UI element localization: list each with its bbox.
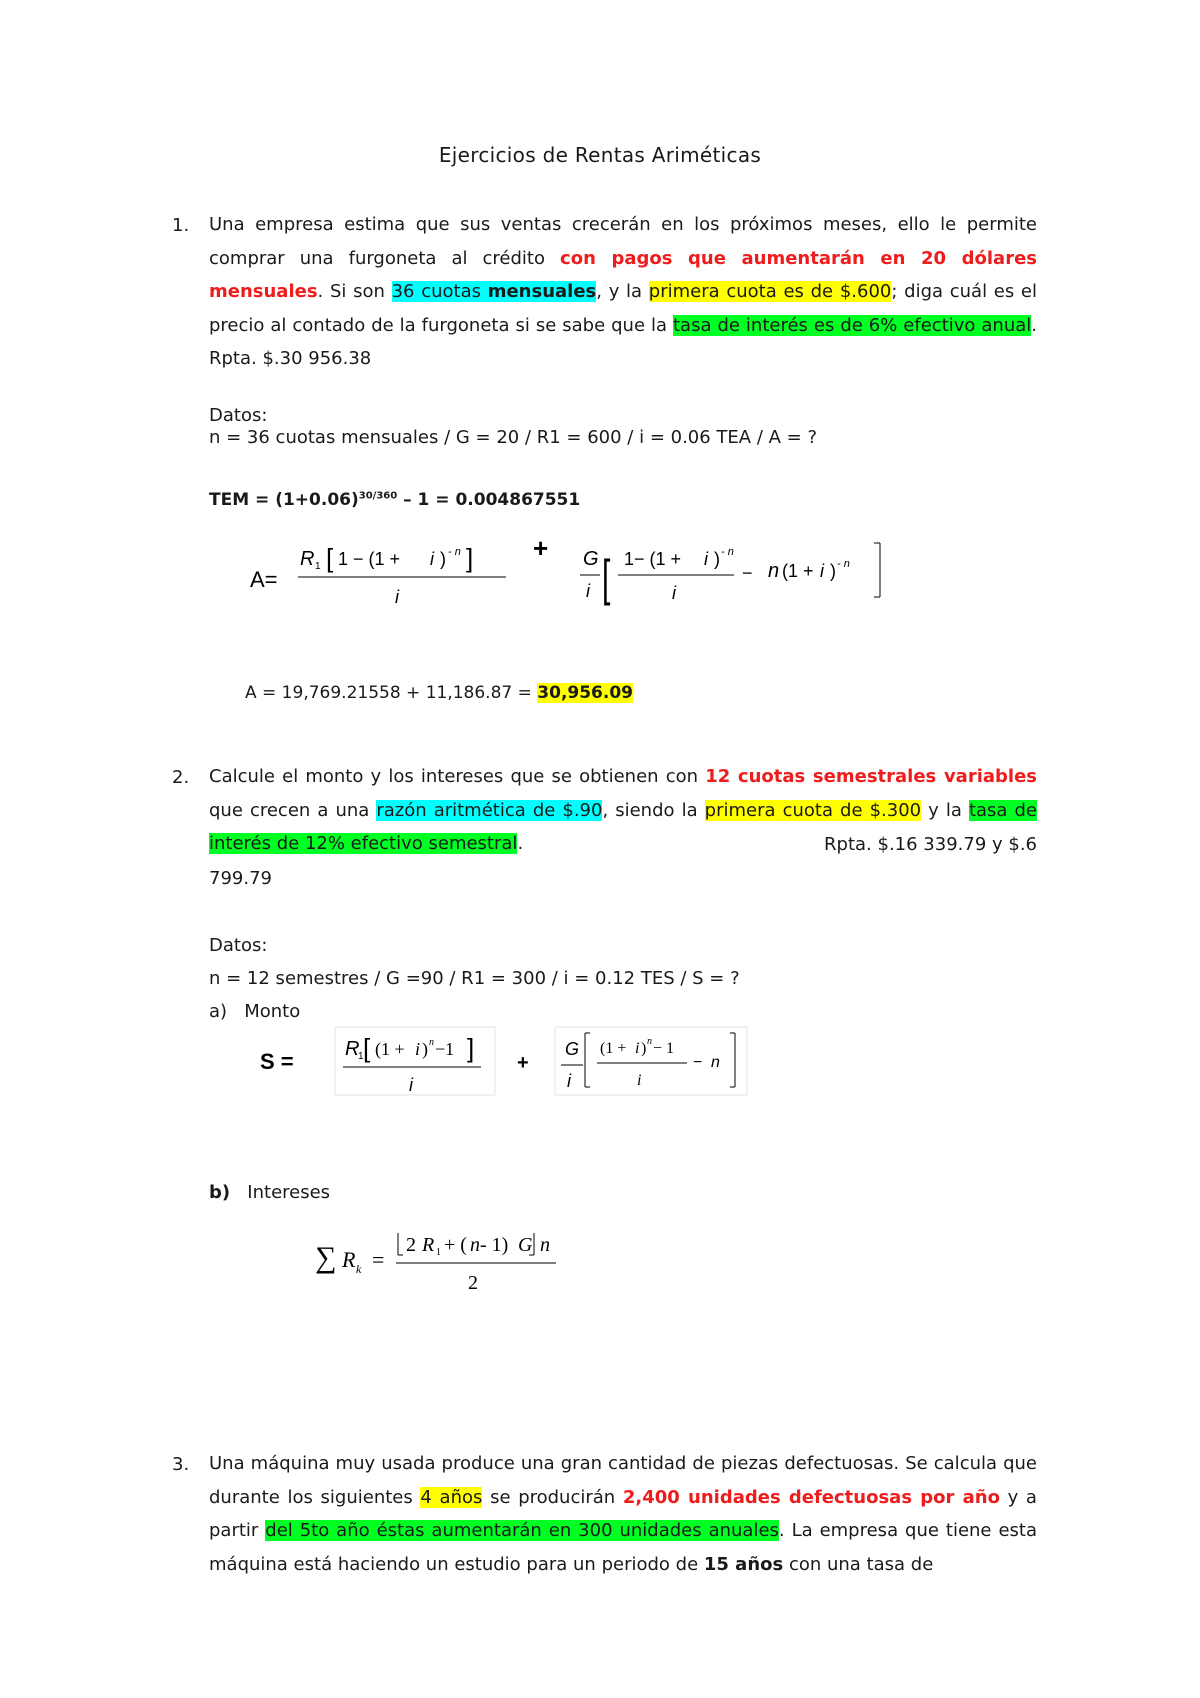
ex3-highlight-increase: del 5to año éstas aumentarán en 300 unidades anuales: [265, 1520, 779, 1541]
formula-sum-den: 2: [468, 1272, 478, 1294]
formula-sum-num-c: - 1): [480, 1234, 509, 1256]
exercise-1-text: [209, 208, 1037, 376]
ex2-answer-2: 799.79: [209, 868, 272, 889]
bracket-open-2: [: [602, 550, 611, 606]
item-a-text: Monto: [244, 1001, 301, 1022]
formula-s-n-exp2: n: [647, 1036, 652, 1047]
ex2-text-1: Calcule el monto y los intereses que se obtienen con: [209, 766, 706, 787]
formula-s-g-den: i: [567, 1071, 571, 1091]
ex2-answer-1: Rpta. $.16 339.79 y $.6: [824, 834, 1037, 855]
formula-s-m1: −1: [435, 1039, 455, 1059]
item-b-label: b): [209, 1182, 231, 1203]
ex3-highlight-years: 4 años: [420, 1486, 483, 1508]
ex1-answer: . Rpta. $.30 956.38: [209, 314, 1037, 369]
ex1-datos: n = 36 cuotas mensuales / G = 20 / R1 = 600 / i = 0.06 TEA / A = ?: [209, 427, 818, 448]
ex1-text-7: ; diga cuál es el precio al contado de la furgoneta si se sabe que la: [209, 281, 1038, 336]
formula-one-minus: 1− (1 +: [624, 549, 682, 569]
formula-s-close2: ): [641, 1040, 647, 1057]
formula-s-den-2: i: [637, 1072, 642, 1089]
tem-result: – 1 = 0.004867551: [397, 490, 581, 510]
formula-i-2: i: [704, 549, 708, 569]
bracket-open-1: [: [326, 543, 334, 573]
ex2-datos: n = 12 semestres / G =90 / R1 = 300 / i = 0.12 TES / S = ?: [209, 968, 740, 989]
paren-close-2: ): [714, 549, 720, 569]
ex3-text-9: con una tasa de: [783, 1553, 934, 1575]
formula-sum-num-a: 2: [406, 1234, 416, 1256]
ex3-highlight-units: 2,400 unidades defectuosas por año: [622, 1486, 1000, 1508]
formula-lhs: A=: [250, 567, 278, 592]
formula-plus: +: [533, 535, 549, 563]
formula-s-num2: (1 +: [600, 1040, 627, 1057]
formula-s-plus: +: [517, 1052, 529, 1074]
ex3-text-3: se producirán: [482, 1486, 623, 1508]
formula-sum-num-b: + (: [444, 1234, 467, 1256]
formula-i-3: i: [820, 561, 824, 581]
ex1-highlight-rate: tasa de interés es de 6% efectivo anual: [673, 314, 1032, 336]
formula-s-den-1: i: [409, 1075, 413, 1095]
formula-n: n: [768, 560, 780, 582]
formula-r1: R: [300, 548, 315, 570]
formula-s-lhs: S =: [260, 1049, 294, 1074]
formula-sigma: ∑: [315, 1241, 337, 1274]
formula-s-minus1: − 1: [653, 1040, 675, 1057]
item-number-2: 2.: [172, 767, 190, 788]
formula-g-den: i: [586, 581, 590, 601]
formula-s-num1: (1 +: [375, 1039, 405, 1059]
ex2-text-7: y la: [921, 799, 969, 821]
ex2-text-9: .: [517, 833, 524, 854]
formula-one-plus: (1 +: [782, 561, 814, 581]
item-b-text: Intereses: [247, 1182, 331, 1203]
formula-exp-1: - n: [448, 546, 461, 558]
formula-g: G: [583, 548, 599, 570]
formula-minus: −: [742, 563, 753, 583]
ex3-text-1: Una máquina muy usada produce una gran cantidad de piezas defectuosas. Se calcula que durante los siguientes: [209, 1453, 1037, 1508]
ex2-highlight-cuotas: 12 cuotas semestrales variables: [705, 766, 1037, 787]
page-title: Ejercicios de Rentas Ariméticas: [438, 143, 762, 167]
ex2-highlight-rate: tasa de interés de 12% efectivo semestral: [209, 799, 1037, 854]
formula-sum-g: G: [518, 1234, 533, 1256]
ex2-item-b: [209, 1182, 330, 1203]
item-number-3: 3.: [172, 1454, 190, 1475]
ex1-highlight-increment: con pagos que aumentarán en 20 dólares mensuales: [209, 247, 1037, 302]
ex2-highlight-razon: razón aritmética de $.90: [376, 799, 603, 821]
formula-sum-n: n: [470, 1234, 480, 1256]
ex1-result: [245, 683, 633, 703]
bracket-s-open: [: [363, 1033, 371, 1063]
ex1-highlight-cuotas: [392, 281, 597, 302]
formula-s-i: i: [415, 1039, 421, 1059]
bracket-close-1: ]: [466, 543, 474, 573]
ex1-highlight-first-payment: primera cuota es de $.600: [648, 281, 892, 302]
tem-base: TEM = (1+0.06): [209, 490, 359, 510]
ex2-intereses-formula: [310, 1225, 570, 1300]
formula-exp-2: - n: [721, 546, 734, 558]
ex1-cuotas-mensuales: mensuales: [487, 281, 597, 302]
ex1-text-5: , y la: [596, 281, 649, 302]
ex1-tem-equation: [209, 490, 580, 510]
formula-s-minus-n: −: [693, 1054, 703, 1071]
formula-s-g: G: [565, 1039, 580, 1059]
ex1-annuity-formula: [240, 535, 920, 625]
formula-sum-r: R: [342, 1247, 356, 1272]
result-sum: A = 19,769.21558 + 11,186.87 =: [245, 683, 538, 703]
formula-s-n-exp: n: [429, 1037, 434, 1048]
formula-s-r-sub: 1: [358, 1051, 364, 1062]
tem-exponent: 30/360: [358, 490, 398, 502]
ex1-text-3: . Si son: [317, 281, 392, 302]
formula-sum-eq: =: [372, 1247, 385, 1272]
formula-s-r: R: [345, 1038, 360, 1060]
ex1-text-1: Una empresa estima que sus ventas crecerán en los próximos meses, ello le permite comprar una furgoneta al crédito: [209, 214, 1037, 269]
ex2-text-5: , siendo la: [602, 799, 705, 821]
ex2-item-a: [209, 1001, 300, 1022]
bracket-s-close: ]: [467, 1033, 475, 1063]
ex1-datos-label: Datos:: [209, 405, 268, 426]
formula-sum-sub1: 1: [436, 1247, 441, 1258]
formula-sum-k: k: [356, 1262, 362, 1276]
formula-den-1: i: [395, 587, 399, 607]
formula-i-1: i: [430, 549, 434, 569]
ex3-text-7: . La empresa que tiene esta máquina está haciendo un estudio para un periodo de: [209, 1520, 1037, 1575]
ex2-datos-label: Datos:: [209, 935, 268, 956]
result-total: 30,956.09: [537, 683, 633, 703]
formula-s-n: n: [711, 1054, 720, 1071]
formula-r1-sub: 1: [315, 561, 321, 572]
paren-close-3: ): [830, 561, 836, 581]
formula-exp-3: - n: [837, 558, 850, 570]
paren-close-1: ): [440, 549, 446, 569]
formula-sum-r1: R: [422, 1234, 435, 1256]
exercise-3-text: [209, 1447, 1037, 1581]
formula-sum-n2: n: [540, 1234, 550, 1256]
item-number-1: 1.: [172, 215, 190, 236]
ex2-highlight-first-payment: primera cuota de $.300: [704, 799, 922, 821]
formula-den-2: i: [672, 583, 676, 603]
ex2-text-3: que crecen a una: [209, 799, 377, 821]
ex1-cuotas-count: 36 cuotas: [391, 281, 488, 302]
ex3-text-5: y a partir: [209, 1486, 1037, 1541]
formula-bracket-text-1: 1 − (1 +: [338, 549, 401, 569]
ex3-period: 15 años: [703, 1553, 784, 1575]
ex2-monto-formula: [255, 1025, 755, 1100]
formula-s-i2: i: [635, 1040, 640, 1057]
item-a-label: a): [209, 1001, 228, 1022]
formula-s-close: ): [422, 1039, 428, 1059]
